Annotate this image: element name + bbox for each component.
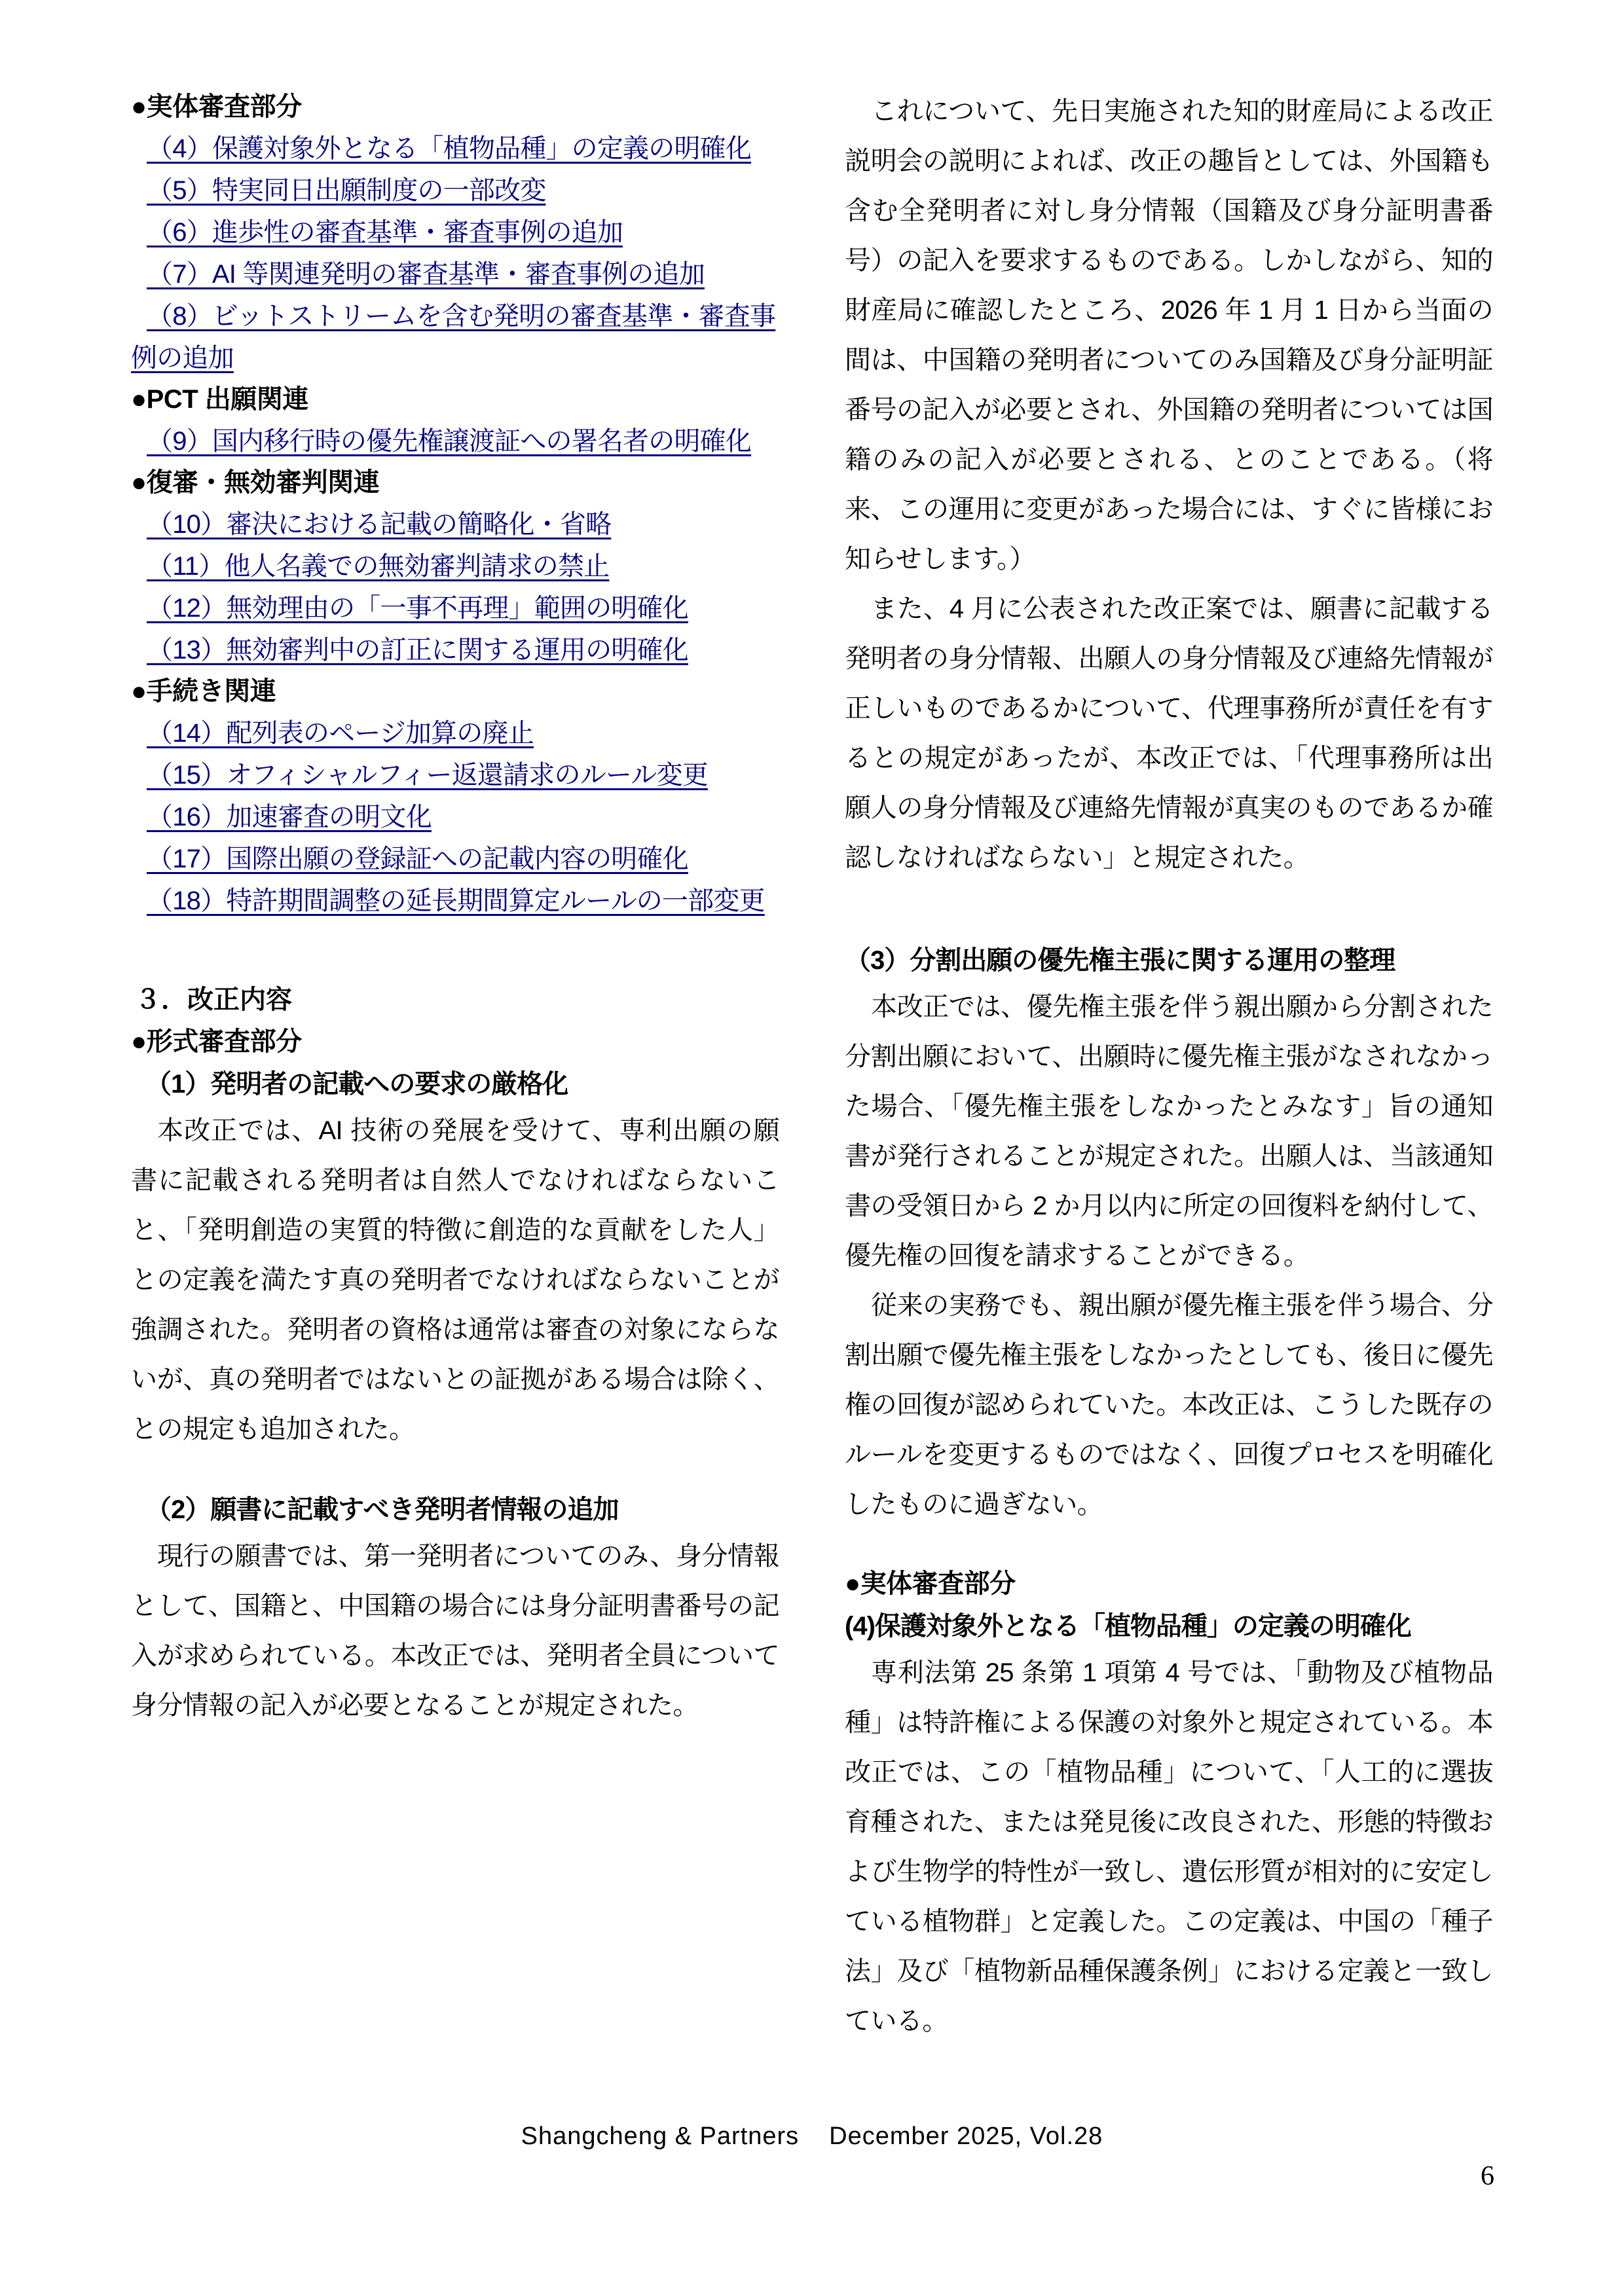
paragraph-explanation-meeting: これについて、先日実施された知的財産局による改正説明会の説明によれば、改正の趣旨としては、外国籍も含む全発明者に対し身分情報（国籍及び身分証明書番号）の記入を要求するものである。しかしながら、知的財産局に確認したところ、2026 年 1 月 1 日から当面の間は、中国籍の発明者についてのみ国籍及び身分証明証番号の記入が必要とされ、外国籍の発明者については国籍のみの記入が必要とされる、とのことである。（将来、この運用に変更があった場合には、すぐに皆様にお知らせします。）: [845, 97, 1493, 574]
footer-firm-name: Shangcheng & Partners: [521, 2123, 800, 2150]
bullet-heading-substantive-exam: ●実体審査部分: [131, 92, 302, 121]
toc-link-item-11[interactable]: （11）他人名義での無効審判請求の禁止: [147, 552, 610, 581]
toc-link-item-14[interactable]: （14）配列表のページ加算の廃止: [147, 719, 534, 748]
toc-link-item-13[interactable]: （13）無効審判中の訂正に関する運用の明確化: [147, 636, 688, 665]
paragraph-item-1: 本改正では、AI 技術の発展を受けて、専利出願の願書に記載される発明者は自然人でなければならないこと、「発明創造の実質的特徴に創造的な貢献をした人」との定義を満たす真の発明者でなければならないことが強調された。発明者の資格は通常は審査の対象にならないが、真の発明者ではないとの証拠がある場合は除く、との規定も追加された。: [131, 1116, 779, 1444]
toc-link-item-9[interactable]: （9）国内移行時の優先権譲渡証への署名者の明確化: [147, 427, 752, 456]
paragraph-april-draft: また、4 月に公表された改正案では、願書に記載する発明者の身分情報、出願人の身分情報及び連絡先情報が正しいものであるかについて、代理事務所が責任を有するとの規定があったが、本改正では、「代理事務所は出願人の身分情報及び連絡先情報が真実のものであるか確認しなければならない」と規定された。: [845, 594, 1493, 872]
subsection-heading-1: （1）発明者の記載への要求の厳格化: [145, 1070, 568, 1099]
right-column: [845, 86, 1493, 2046]
toc-link-item-5[interactable]: （5）特実同日出願制度の一部改変: [147, 176, 546, 205]
toc-link-item-16[interactable]: （16）加速審査の明文化: [147, 803, 432, 831]
subsection-heading-4: (4)保護対象外となる「植物品種」の定義の明確化: [845, 1612, 1411, 1641]
spacer: [131, 1454, 779, 1488]
spacer: [845, 883, 1493, 939]
left-column: [131, 86, 779, 1730]
page-footer: [0, 2123, 1624, 2151]
page-number: 6: [1481, 2161, 1494, 2191]
toc-link-item-4[interactable]: （4）保護対象外となる「植物品種」の定義の明確化: [147, 134, 752, 163]
toc-link-item-6[interactable]: （6）進歩性の審査基準・審査事例の追加: [147, 218, 623, 247]
spacer: [845, 1529, 1493, 1563]
bullet-heading-reexamination-invalidation: ●復審・無効審判関連: [131, 468, 380, 497]
toc-link-item-15[interactable]: （15）オフィシャルフィー返還請求のルール変更: [147, 761, 708, 790]
paragraph-item-4: 専利法第 25 条第 1 項第 4 号では、「動物及び植物品種」は特許権による保護の対象外と規定されている。本改正では、この「植物品種」について、「人工的に選抜育種された、または発見後に改良された、形態的特徴および生物学的特性が一致し、遺伝形質が相対的に安定している植物群」と定義した。この定義は、中国の「種子法」及び「植物新品種保護条例」における定義と一致している。: [845, 1658, 1493, 2035]
toc-link-item-8[interactable]: （8）ビットストリームを含む発明の審査基準・審査事例の追加: [131, 302, 776, 373]
paragraph-item-3-second: 従来の実務でも、親出願が優先権主張を伴う場合、分割出願で優先権主張をしなかったとしても、後日に優先権の回復が認められていた。本改正は、こうした既存のルールを変更するものではなく、回復プロセスを明確化したものに過ぎない。: [845, 1291, 1493, 1519]
section-heading-3: ３．改正内容: [135, 985, 292, 1014]
bullet-heading-formal-exam: ●形式審査部分: [131, 1027, 302, 1056]
toc-link-item-12[interactable]: （12）無効理由の「一事不再理」範囲の明確化: [147, 594, 688, 623]
footer-issue: December 2025, Vol.28: [829, 2123, 1103, 2150]
toc-link-item-7[interactable]: （7）AI 等関連発明の審査基準・審査事例の追加: [147, 260, 705, 289]
subsection-heading-2: （2）願書に記載すべき発明者情報の追加: [145, 1495, 619, 1524]
bullet-heading-procedures: ●手続き関連: [131, 677, 276, 706]
toc-link-item-18[interactable]: （18）特許期間調整の延長期間算定ルールの一部変更: [147, 886, 765, 915]
two-column-layout: [131, 86, 1493, 2046]
bullet-heading-substantive-exam-right: ●実体審査部分: [845, 1569, 1016, 1598]
spacer: [131, 922, 779, 978]
toc-link-item-17[interactable]: （17）国際出願の登録証への記載内容の明確化: [147, 845, 688, 873]
bullet-heading-pct-application: ●PCT 出願関連: [131, 385, 308, 414]
paragraph-item-2: 現行の願書では、第一発明者についてのみ、身分情報として、国籍と、中国籍の場合には身分証明書番号の記入が求められている。本改正では、発明者全員について身分情報の記入が必要となることが規定された。: [131, 1542, 779, 1720]
paragraph-item-3-first: 本改正では、優先権主張を伴う親出願から分割された分割出願において、出願時に優先権主張がなされなかった場合、「優先権主張をしなかったとみなす」旨の通知書が発行されることが規定された。出願人は、当該通知書の受領日から 2 か月以内に所定の回復料を納付して、優先権の回復を請求することができる。: [845, 993, 1493, 1270]
toc-link-item-10[interactable]: （10）審決における記載の簡略化・省略: [147, 510, 612, 539]
subsection-heading-3: （3）分割出願の優先権主張に関する運用の整理: [845, 946, 1395, 975]
